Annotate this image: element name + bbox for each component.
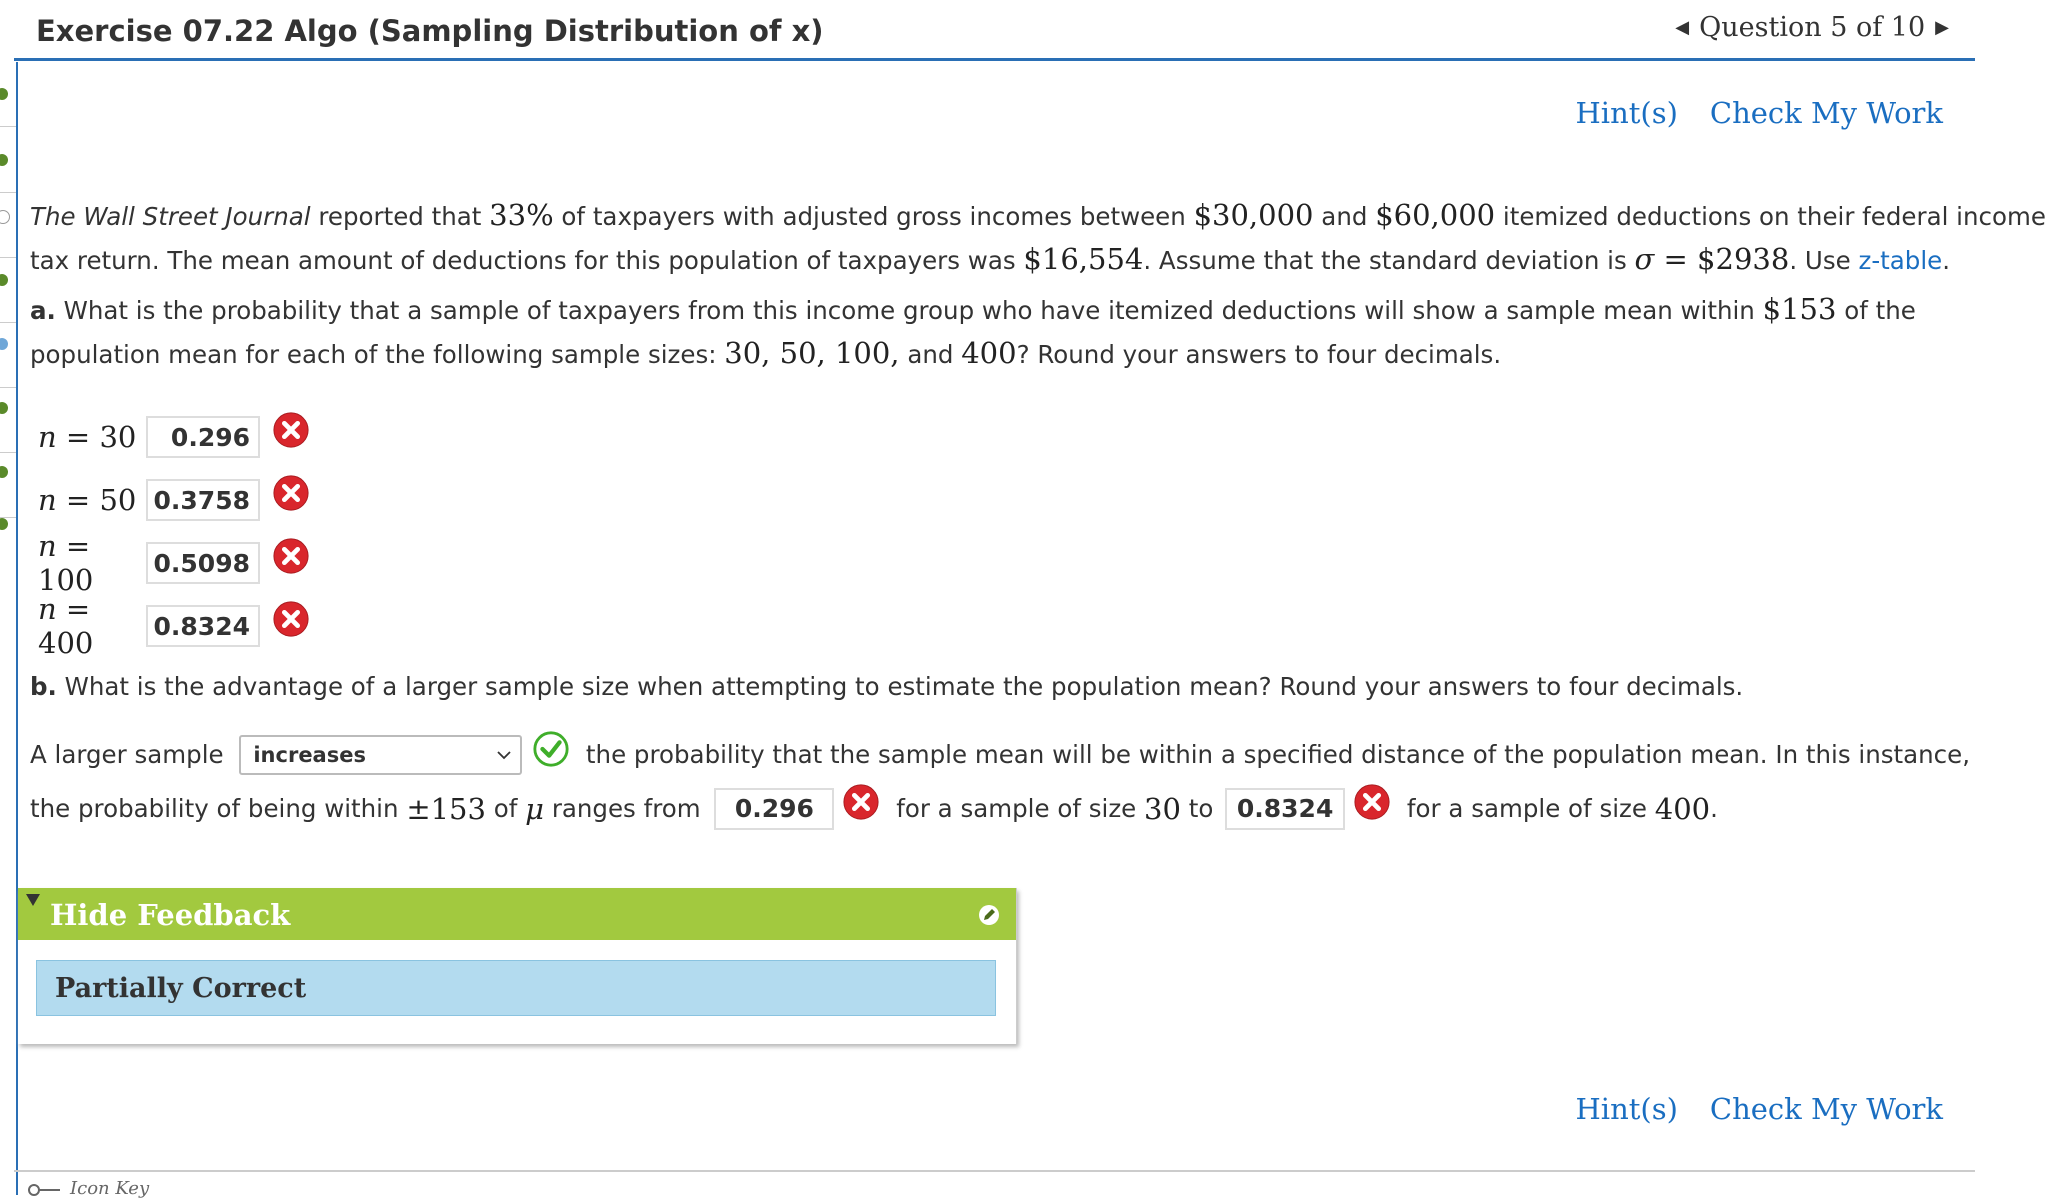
incorrect-icon xyxy=(842,783,880,821)
percent-value: 33% xyxy=(489,198,554,232)
key-icon xyxy=(28,1184,62,1196)
row-label: n = 400 xyxy=(38,592,94,660)
footer-divider xyxy=(14,1170,1975,1172)
feedback-panel xyxy=(18,888,1017,1044)
income-low: $30,000 xyxy=(1193,198,1314,232)
part-b-text: the probability of being within xyxy=(30,794,407,823)
part-b-label: b. xyxy=(30,672,57,701)
prev-question-icon[interactable]: ◀ xyxy=(1675,17,1690,38)
part-b-text: for a sample of size xyxy=(1399,794,1655,823)
sample-sizes: 30, 50, 100, xyxy=(724,336,900,370)
strip-divider xyxy=(0,452,16,453)
check-my-work-link-bottom[interactable]: Check My Work xyxy=(1709,1092,1943,1126)
top-links xyxy=(1576,96,1944,130)
mean-deduction: $16,554 xyxy=(1023,242,1144,276)
problem-intro xyxy=(30,194,2046,282)
dropdown-value: increases xyxy=(253,743,366,767)
part-a-text: and xyxy=(899,340,962,369)
intro-text: tax return. The mean amount of deductions for this population of taxpayers was xyxy=(30,246,1024,275)
part-b-text: to xyxy=(1180,794,1222,823)
part-a-label: a. xyxy=(30,296,56,325)
answer-row-n400 xyxy=(38,592,310,660)
answer-row-n100 xyxy=(38,529,310,597)
intro-text: and xyxy=(1313,202,1376,231)
progress-dot[interactable] xyxy=(0,402,8,414)
journal-name: The Wall Street Journal xyxy=(30,202,311,231)
answer-input[interactable]: 0.8324 xyxy=(146,605,260,647)
incorrect-icon xyxy=(1353,783,1391,821)
sample-size-high: 400 xyxy=(1654,792,1711,826)
progress-dot[interactable] xyxy=(0,338,8,350)
sample-size-last: 400 xyxy=(961,336,1017,370)
progress-dot[interactable] xyxy=(0,154,8,166)
part-b-text: for a sample of size xyxy=(888,794,1145,823)
left-progress-strip xyxy=(0,62,18,1195)
strip-divider xyxy=(0,192,16,193)
answer-row-n30 xyxy=(38,414,310,460)
answer-input[interactable]: 0.5098 xyxy=(146,542,260,584)
part-b-text: What is the advantage of a larger sample size when attempting to estimate the population mean? Round your answers to four decimals. xyxy=(56,672,1744,701)
strip-divider xyxy=(0,387,16,388)
answer-input[interactable]: 0.3758 xyxy=(146,479,260,521)
part-b-question xyxy=(30,666,1970,708)
hints-link[interactable]: Hint(s) xyxy=(1575,96,1678,130)
chevron-down-icon xyxy=(496,750,512,760)
strip-divider xyxy=(0,257,16,258)
intro-text: of taxpayers with adjusted gross incomes between xyxy=(553,202,1194,231)
header-bar xyxy=(0,0,1975,62)
feedback-status: Partially Correct xyxy=(55,973,307,1004)
part-a-question xyxy=(30,288,1970,376)
feedback-header[interactable] xyxy=(18,888,1016,940)
next-question-icon[interactable]: ▶ xyxy=(1935,17,1949,38)
collapse-triangle-icon[interactable] xyxy=(26,894,40,906)
incorrect-icon xyxy=(272,600,310,638)
part-a-text: population mean for each of the following sample sizes: xyxy=(30,340,725,369)
row-label: n = 50 xyxy=(38,483,137,517)
correct-check-icon xyxy=(532,730,570,768)
sample-size-low: 30 xyxy=(1144,792,1181,826)
header-divider xyxy=(14,58,1975,61)
intro-text: reported that xyxy=(310,202,490,231)
part-a-text: ? Round your answers to four decimals. xyxy=(1016,340,1502,369)
question-nav xyxy=(1675,12,1949,43)
part-b-text: A larger sample xyxy=(30,740,232,769)
part-b-text: of xyxy=(485,794,526,823)
strip-divider xyxy=(0,126,16,127)
answer-input[interactable]: 0.296 xyxy=(146,416,260,458)
icon-key-label[interactable]: Icon Key xyxy=(70,1178,150,1199)
incorrect-icon xyxy=(272,474,310,512)
hints-link-bottom[interactable]: Hint(s) xyxy=(1575,1092,1678,1126)
part-a-text: What is the probability that a sample of taxpayers from this income group who have itemized deductions will show a sample mean within xyxy=(55,296,1763,325)
question-counter: Question 5 of 10 xyxy=(1699,12,1926,43)
strip-divider xyxy=(0,322,16,323)
mu-symbol: μ xyxy=(525,792,545,826)
check-my-work-link[interactable]: Check My Work xyxy=(1709,96,1943,130)
low-probability-input[interactable]: 0.296 xyxy=(714,788,834,830)
row-label: n = 30 xyxy=(38,420,137,454)
progress-dot[interactable] xyxy=(0,274,8,286)
intro-text: . Assume that the standard deviation is xyxy=(1143,246,1635,275)
std-dev-value: $2938 xyxy=(1697,242,1790,276)
exercise-title: Exercise 07.22 Algo (Sampling Distribution of x) xyxy=(36,14,824,48)
part-a-text: of the xyxy=(1836,296,1916,325)
increases-dropdown[interactable] xyxy=(239,735,522,775)
hide-feedback-toggle[interactable]: Hide Feedback xyxy=(50,898,291,932)
sigma-symbol: σ xyxy=(1634,242,1655,276)
row-label: n = 100 xyxy=(38,529,94,597)
equals-sign: = xyxy=(1654,242,1698,276)
answer-row-n50 xyxy=(38,477,310,523)
intro-text: . xyxy=(1942,246,1951,275)
high-probability-input[interactable]: 0.8324 xyxy=(1225,788,1345,830)
income-high: $60,000 xyxy=(1375,198,1496,232)
incorrect-icon xyxy=(272,411,310,449)
within-amount: $153 xyxy=(1762,292,1837,326)
progress-dot[interactable] xyxy=(0,518,8,530)
pencil-icon[interactable] xyxy=(978,904,1000,926)
part-b-text: the probability that the sample mean will be within a specified distance of the population mean. In this instance, xyxy=(578,740,1970,769)
part-b-text: ranges from xyxy=(544,794,709,823)
progress-dot[interactable] xyxy=(0,466,8,478)
incorrect-icon xyxy=(272,537,310,575)
intro-text: itemized deductions on their federal income xyxy=(1495,202,2046,231)
z-table-link[interactable]: z-table xyxy=(1858,246,1943,275)
bottom-links xyxy=(1576,1092,1944,1126)
part-b-answer xyxy=(30,728,1970,836)
intro-text: . Use xyxy=(1789,246,1859,275)
progress-dot[interactable] xyxy=(0,88,8,100)
part-b-text: . xyxy=(1710,794,1718,823)
progress-dot[interactable] xyxy=(0,210,10,224)
plus-minus-value: ±153 xyxy=(406,792,486,826)
feedback-status-box xyxy=(36,960,996,1016)
